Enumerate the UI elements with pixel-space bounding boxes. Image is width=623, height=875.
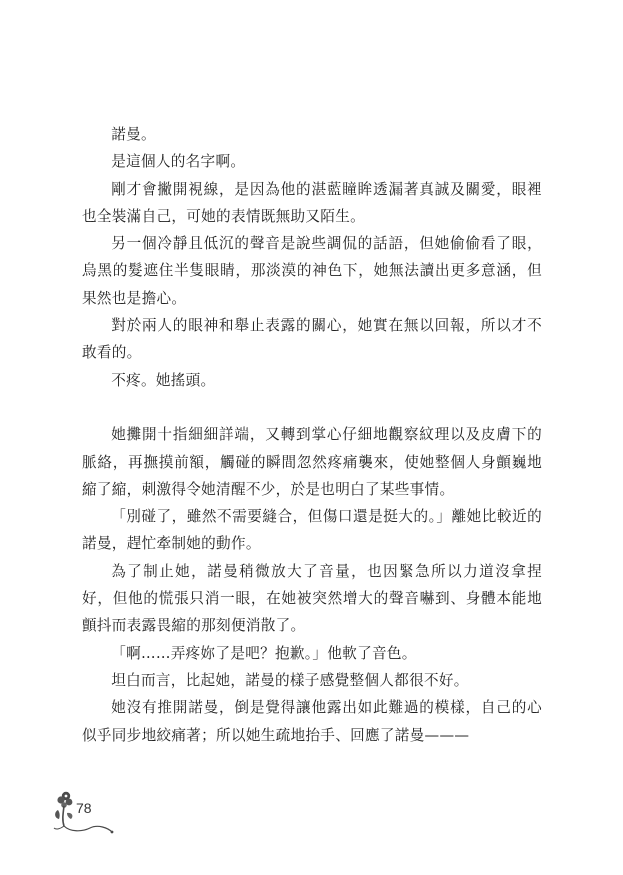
page-footer <box>52 786 172 836</box>
page-number: 78 <box>76 800 92 816</box>
paragraph: 坦白而言，比起她，諾曼的樣子感覺整個人都很不好。 <box>111 671 469 689</box>
paragraph: 剛才會撇開視線，是因為他的湛藍瞳眸透漏著真誠及關愛，眼裡也全裝滿自己，可她的表情既無助又陌生。 <box>82 180 542 225</box>
section-break <box>82 394 542 421</box>
paragraph: 「別碰了，雖然不需要縫合，但傷口還是挺大的。」離她比較近的諾曼，趕忙牽制她的動作。 <box>82 508 542 553</box>
paragraph: 是這個人的名字啊。 <box>111 153 246 171</box>
paragraph: 「啊……弄疼妳了是吧？抱歉。」他軟了音色。 <box>111 644 417 662</box>
body-text <box>82 121 542 749</box>
paragraph: 她沒有推開諾曼，倒是覺得讓他露出如此難過的模樣，自己的心似乎同步地絞痛著；所以她生疏地抬手、回應了諾曼——— <box>82 699 542 744</box>
paragraph: 不疼。她搖頭。 <box>111 371 216 389</box>
flower-vine-icon <box>52 786 172 836</box>
paragraph: 她攤開十指細細詳端，又轉到掌心仔細地觀察紋理以及皮膚下的脈絡，再撫摸前額，觸碰的瞬間忽然疼痛襲來，使她整個人身顫巍地縮了縮，刺激得令她清醒不少，於是也明白了某些事情。 <box>82 426 542 498</box>
paragraph: 另一個冷靜且低沉的聲音是說些調侃的話語，但她偷偷看了眼，烏黑的髮遮住半隻眼睛，那淡漠的神色下，她無法讀出更多意涵，但果然也是擔心。 <box>82 235 542 307</box>
paragraph: 對於兩人的眼神和舉止表露的關心，她實在無以回報，所以才不敢看的。 <box>82 317 542 362</box>
paragraph: 諾曼。 <box>111 126 156 143</box>
paragraph: 為了制止她，諾曼稍微放大了音量，也因緊急所以力道沒拿捏好，但他的慌張只消一眼，在她被突然增大的聲音嚇到、身體本能地顫抖而表露畏縮的那刻便消散了。 <box>82 562 542 635</box>
